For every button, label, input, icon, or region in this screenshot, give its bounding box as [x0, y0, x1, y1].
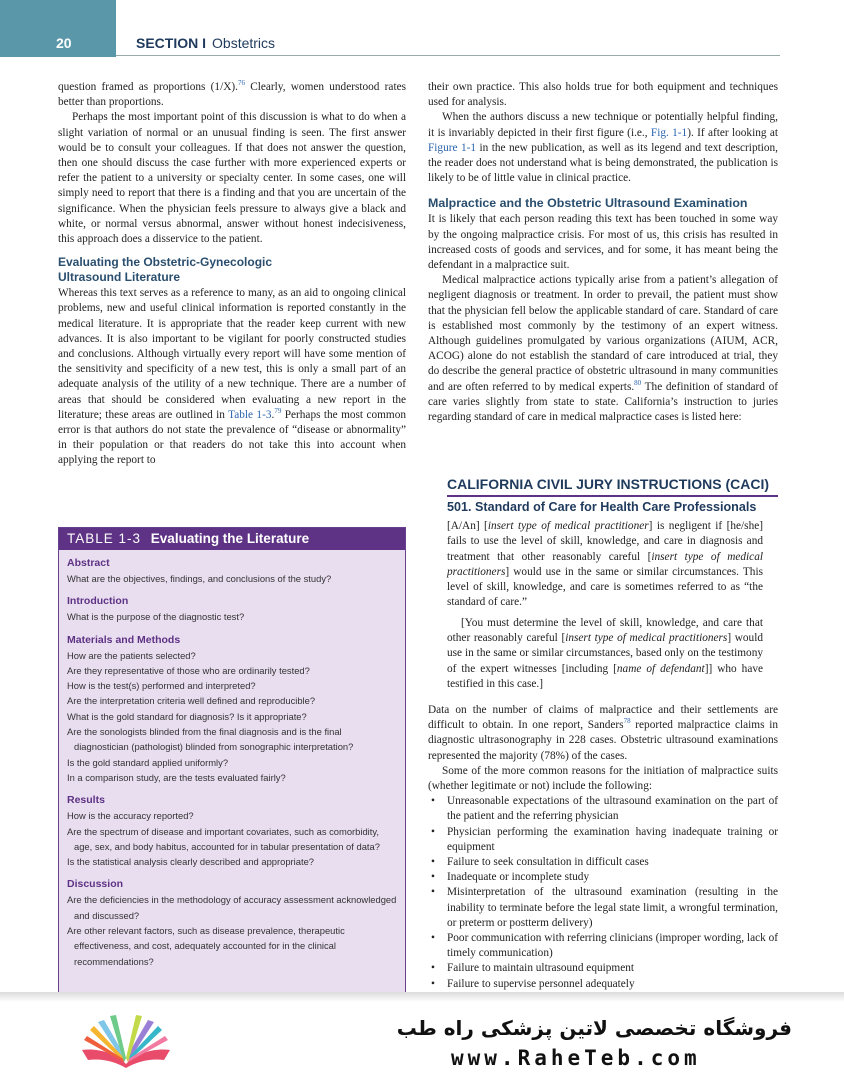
text-run: ]] who have testified in this case.]	[447, 662, 763, 690]
list-item: • Misinterpretation of the ultrasound examination (resulting in the inability to terminate before the legal state limit, a wrongful termination, or preterm or postterm delivery)	[428, 885, 778, 931]
table-question: Is the gold standard applied uniformly?	[67, 756, 229, 768]
heading-evaluating-literature: Evaluating the Obstetric-Gynecologic Ultrasound Literature	[58, 255, 273, 285]
right-paragraph-3: It is likely that each person reading this text has been touched in some way by the ongoing malpractice crisis. For most of us, this crisis has resulted in increased costs of goods and services, and for some, it has meant being the defendant in a malpractice suit.	[428, 213, 778, 272]
table-section-heading: Discussion	[67, 878, 124, 891]
caci-title: CALIFORNIA CIVIL JURY INSTRUCTIONS (CACI)	[447, 476, 778, 497]
table-question: What is the gold standard for diagnosis? Is it appropriate?	[67, 710, 307, 722]
text-run: ] would use in the same or similar circumstances. This level of skill, knowledge, and care is sometimes referred to as “the standard of care.”	[447, 565, 763, 609]
right-column	[428, 80, 778, 425]
text-run: Medical malpractice actions typically arise from a patient’s allegation of negligent diagnosis or treatment. In order to prevail, the patient must show that the physician fell below the applicable standard of care. Standard of care is established most commonly by the testimony of an expert witness. Although guidelines promulgated by various organizations (AIUM, ACR, ACOG) alone do not establish the standard of care introduced at trial, they do describe the general practice of obstetric ultrasound in many communities and are often referred to by medical experts.	[428, 274, 778, 393]
section-title: Obstetrics	[212, 35, 276, 51]
left-column	[58, 80, 406, 469]
right-paragraph-4	[428, 273, 778, 425]
store-url[interactable]: www.RaheTeb.com	[451, 1046, 701, 1070]
left-paragraph-3	[58, 286, 406, 468]
table-question: Are the spectrum of disease and important covariates, such as comorbidity, age, sex, and body habitus, accounted for in tabular presentation of data?	[67, 825, 380, 852]
right-paragraph-2	[428, 110, 778, 186]
citation-superscript[interactable]: 76	[237, 79, 245, 88]
list-item: • Failure to supervise personnel adequately	[428, 977, 778, 992]
caci-subtitle: 501. Standard of Care for Health Care Professionals	[447, 500, 757, 514]
text-run: in the new publication, as well as its legend and text description, the reader does not understand what is being demonstrated, the publication is likely to be of little value in clinical practice.	[428, 141, 778, 185]
table-question: Are the deficiencies in the methodology of accuracy assessment acknowledged and discussed?	[67, 894, 397, 921]
italic-run: insert type of medical practitioner	[487, 520, 649, 532]
citation-superscript[interactable]: 80	[634, 378, 642, 387]
running-head	[136, 35, 275, 51]
heading-malpractice: Malpractice and the Obstetric Ultrasound Examination	[428, 196, 748, 211]
table-section-heading: Abstract	[67, 557, 110, 569]
table-question: Are the interpretation criteria well defined and reproducible?	[67, 695, 316, 707]
cross-reference-link[interactable]: Table 1-3	[228, 408, 272, 421]
italic-run: insert type of medical practitioners	[447, 550, 763, 578]
italic-run: name of defendant	[616, 662, 705, 675]
table-question: What is the purpose of the diagnostic test?	[67, 611, 245, 623]
cross-reference-link[interactable]: Figure 1-1	[428, 141, 477, 154]
table-evaluating-literature	[58, 527, 406, 993]
store-name: فروشگاه تخصصی لاتین پزشکی راه طب	[396, 1016, 792, 1040]
text-run: .	[271, 408, 275, 421]
page-header	[0, 0, 844, 60]
table-header	[59, 528, 405, 550]
text-run: When the authors discuss a new technique or potentially helpful finding, it is invariably depicted in their first figure (i.e.,	[428, 111, 778, 139]
text-run: The definition of standard of care varies slightly from state to state. California’s instruction to juries regarding standard of care in medical malpractice cases is listed here:	[428, 380, 778, 424]
table-question: Are the sonologists blinded from the final diagnosis and is the final diagnostician (pathologist) blinded from sonographic interpretation?	[67, 726, 354, 753]
list-item: • Physician performing the examination having inadequate training or equipment	[428, 825, 778, 855]
cross-reference-link[interactable]: Fig. 1-1	[650, 126, 688, 139]
text-run: question framed as proportions (1/X).	[58, 81, 238, 93]
text-run: reported malpractice claims in diagnostic ultrasonography in 228 cases. Obstetric ultrasound examinations represented the majority (78%) of the cases.	[428, 719, 778, 762]
table-section-heading: Introduction	[67, 595, 129, 608]
page-number: 20	[56, 35, 72, 51]
malpractice-reasons-list	[428, 794, 778, 992]
table-body	[59, 550, 405, 969]
text-run: Perhaps the most common error is that authors do not state the prevalence of “disease or abnormality” in their population or that readers do not take this into account when applying the report to	[58, 408, 406, 467]
open-book-logo-icon	[78, 1012, 174, 1072]
italic-run: insert type of medical practitioners	[565, 632, 728, 645]
text-run: [A/An] [	[447, 520, 488, 532]
right-paragraph-6: Some of the more common reasons for the initiation of malpractice suits (whether legitimate or not) include the following:	[428, 764, 778, 793]
right-paragraph-5	[428, 703, 778, 764]
table-title: Evaluating the Literature	[150, 531, 310, 546]
list-item: • Failure to seek consultation in difficult cases	[428, 855, 778, 870]
table-question: What are the objectives, findings, and conclusions of the study?	[67, 573, 332, 584]
caci-quote-1	[447, 519, 763, 611]
table-section-heading: Results	[67, 794, 105, 807]
right-paragraph-1: their own practice. This also holds true for both equipment and techniques used for analysis.	[428, 81, 778, 109]
table-question: How is the accuracy reported?	[67, 810, 194, 822]
table-section-heading: Materials and Methods	[67, 633, 181, 646]
scan-shadow	[0, 992, 844, 1002]
table-question: How are the patients selected?	[67, 649, 196, 661]
left-paragraph-1	[58, 80, 406, 110]
text-run: Whereas this text serves as a reference to many, as an aid to ongoing clinical problems, new and useful clinical information is reported constantly in the medical literature. It is appropriate that the reader keep current with new advances. It is also important to be vigilant for poorly constructed studies and conclusions. Although virtually every report will have some mention of the sensitivity and specificity of a new test, this is only a small part of an adequate analysis of the utility of a new technique. There are a number of areas that should be considered when evaluating a new report in the literature; these areas are outlined in	[58, 287, 406, 421]
left-paragraph-2: Perhaps the most important point of this discussion is what to do when a slight variation of normal or an unusual finding is seen. The first answer would be to consult your colleagues. If that does not answer the question, then one should discuss the case further with more experienced experts or refer the patient to a university or specialty center. In some cases, one will simply need to report that there is a finding and that you are uncertain of the significance. When the physician feels pressure to always give a black and white, or normal versus abnormal, answer without honest indecisiveness, this approach does a disservice to the patient.	[58, 111, 406, 246]
right-column-lower	[428, 703, 778, 992]
text-run: ] would use in the same or similar circumstances, based only on the testimony of the expert witnesses [including [	[447, 632, 763, 675]
section-label: SECTION I	[136, 35, 207, 51]
citation-superscript[interactable]: 79	[274, 407, 282, 416]
list-item: • Failure to maintain ultrasound equipment	[428, 961, 778, 976]
list-item: • Poor communication with referring clinicians (improper wording, lack of timely communication)	[428, 931, 778, 961]
table-question: How is the test(s) performed and interpreted?	[67, 680, 256, 692]
list-item: • Inadequate or incomplete study	[428, 870, 778, 885]
table-number: TABLE 1-3	[67, 531, 142, 546]
text-run: ). If after looking at	[687, 126, 778, 139]
table-question: Are they representative of those who are ordinarily tested?	[67, 664, 310, 676]
caci-quote-2	[447, 616, 763, 692]
text-run: Data on the number of claims of malpractice and their settlements are difficult to obtain. In one report, Sanders	[428, 704, 778, 732]
table-question: Are other relevant factors, such as disease prevalence, therapeutic effectiveness, and cost, adequately accounted for in the clinical recommendations?	[67, 925, 345, 967]
caci-quote	[447, 519, 763, 697]
text-run: Clearly, women understood rates better than proportions.	[58, 81, 406, 109]
citation-superscript[interactable]: 78	[623, 717, 631, 726]
header-rule	[116, 55, 780, 56]
text-run: [You must determine the level of skill, knowledge, and care that other reasonably careful [	[447, 616, 763, 645]
table-question: In a comparison study, are the tests evaluated fairly?	[67, 771, 286, 783]
table-question: Is the statistical analysis clearly described and appropriate?	[67, 856, 315, 868]
list-item: • Unreasonable expectations of the ultrasound examination on the part of the patient and the referring physician	[428, 794, 778, 824]
text-run: ] is negligent if [he/she] fails to use the level of skill, knowledge, and care in diagnosis and treatment that other reasonably careful [	[447, 520, 763, 563]
